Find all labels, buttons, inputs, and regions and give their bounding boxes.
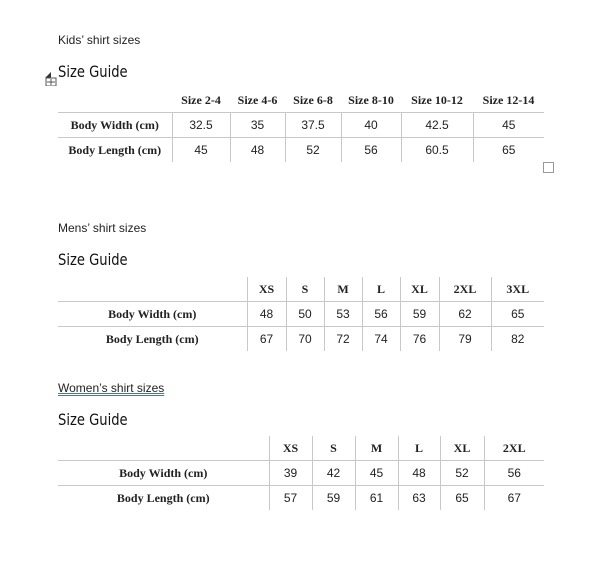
mens-header-cell: S [286,277,324,302]
kids-header-cell: Size 2-4 [181,92,221,107]
mens-row-label: Body Width (cm) [58,302,247,327]
womens-header-cell: L [398,436,440,461]
mens-value-cell: 70 [286,327,324,352]
kids-row-label: Body Width (cm) [58,113,172,138]
mens-header-cell: M [324,277,362,302]
mens-value-cell: 50 [286,302,324,327]
womens-title: Size Guide [58,410,128,429]
womens-value-cell: 42 [312,461,355,486]
kids-value-cell: 48 [230,138,285,163]
kids-value-cell: 45 [473,113,544,138]
mens-value-cell: 56 [362,302,400,327]
mens-value-cell: 79 [439,327,491,352]
mens-header-cell: 3XL [491,277,544,302]
kids-header-cell: Size 6-8 [293,92,333,107]
mens-header-cell: 2XL [439,277,491,302]
mens-row-label: Body Length (cm) [58,327,247,352]
kids-header-cell: Size 8-10 [348,92,394,107]
mens-size-table [58,277,544,351]
mens-value-cell: 82 [491,327,544,352]
kids-row-label: Body Length (cm) [58,138,172,163]
table-row [58,486,544,511]
womens-header-row [58,436,544,461]
kids-value-cell: 42.5 [401,113,473,138]
mens-header-cell: XL [400,277,439,302]
womens-caption: Women’s shirt sizes [58,381,165,395]
womens-value-cell: 56 [484,461,544,486]
womens-header-cell: XL [440,436,484,461]
womens-value-cell: 67 [484,486,544,511]
mens-value-cell: 53 [324,302,362,327]
womens-header-cell: 2XL [484,436,544,461]
womens-value-cell: 65 [440,486,484,511]
womens-value-cell: 48 [398,461,440,486]
mens-value-cell: 62 [439,302,491,327]
womens-value-cell: 45 [355,461,398,486]
mens-value-cell: 48 [247,302,286,327]
mens-header-cell: XS [247,277,286,302]
table-move-handle-icon[interactable] [45,72,57,86]
mens-title: Size Guide [58,250,128,269]
table-row [58,461,544,486]
mens-value-cell: 76 [400,327,439,352]
mens-header-row [58,277,544,302]
kids-value-cell: 56 [341,138,401,163]
womens-value-cell: 57 [269,486,312,511]
mens-header-cell: L [362,277,400,302]
mens-value-cell: 59 [400,302,439,327]
womens-corner-cell [58,436,269,461]
kids-header-cell: Size 10-12 [411,92,463,107]
womens-header-cell: XS [269,436,312,461]
kids-value-cell: 65 [473,138,544,163]
kids-header-cell: Size 4-6 [237,92,278,107]
womens-row-label: Body Width (cm) [58,461,269,486]
kids-header-cell: Size 12-14 [482,92,535,107]
womens-header-cell: S [312,436,355,461]
womens-value-cell: 61 [355,486,398,511]
kids-value-cell: 35 [230,113,285,138]
mens-value-cell: 67 [247,327,286,352]
kids-header-row [58,88,544,113]
kids-value-cell: 40 [341,113,401,138]
kids-caption: Kids’ shirt sizes [58,33,141,47]
table-row [58,113,544,138]
kids-value-cell: 52 [285,138,341,163]
mens-corner-cell [58,277,247,302]
table-resize-handle-icon[interactable] [543,162,554,173]
womens-value-cell: 59 [312,486,355,511]
womens-size-table [58,436,544,510]
womens-row-label: Body Length (cm) [58,486,269,511]
kids-value-cell: 60.5 [401,138,473,163]
kids-size-table [58,88,544,162]
mens-value-cell: 74 [362,327,400,352]
kids-value-cell: 32.5 [172,113,230,138]
womens-value-cell: 63 [398,486,440,511]
table-row [58,302,544,327]
womens-value-cell: 39 [269,461,312,486]
womens-header-cell: M [355,436,398,461]
kids-corner-cell [58,88,172,113]
mens-value-cell: 72 [324,327,362,352]
kids-value-cell: 45 [172,138,230,163]
table-row [58,327,544,352]
kids-value-cell: 37.5 [285,113,341,138]
mens-caption: Mens’ shirt sizes [58,221,147,235]
womens-value-cell: 52 [440,461,484,486]
table-row [58,138,544,163]
mens-value-cell: 65 [491,302,544,327]
kids-title: Size Guide [58,62,128,81]
